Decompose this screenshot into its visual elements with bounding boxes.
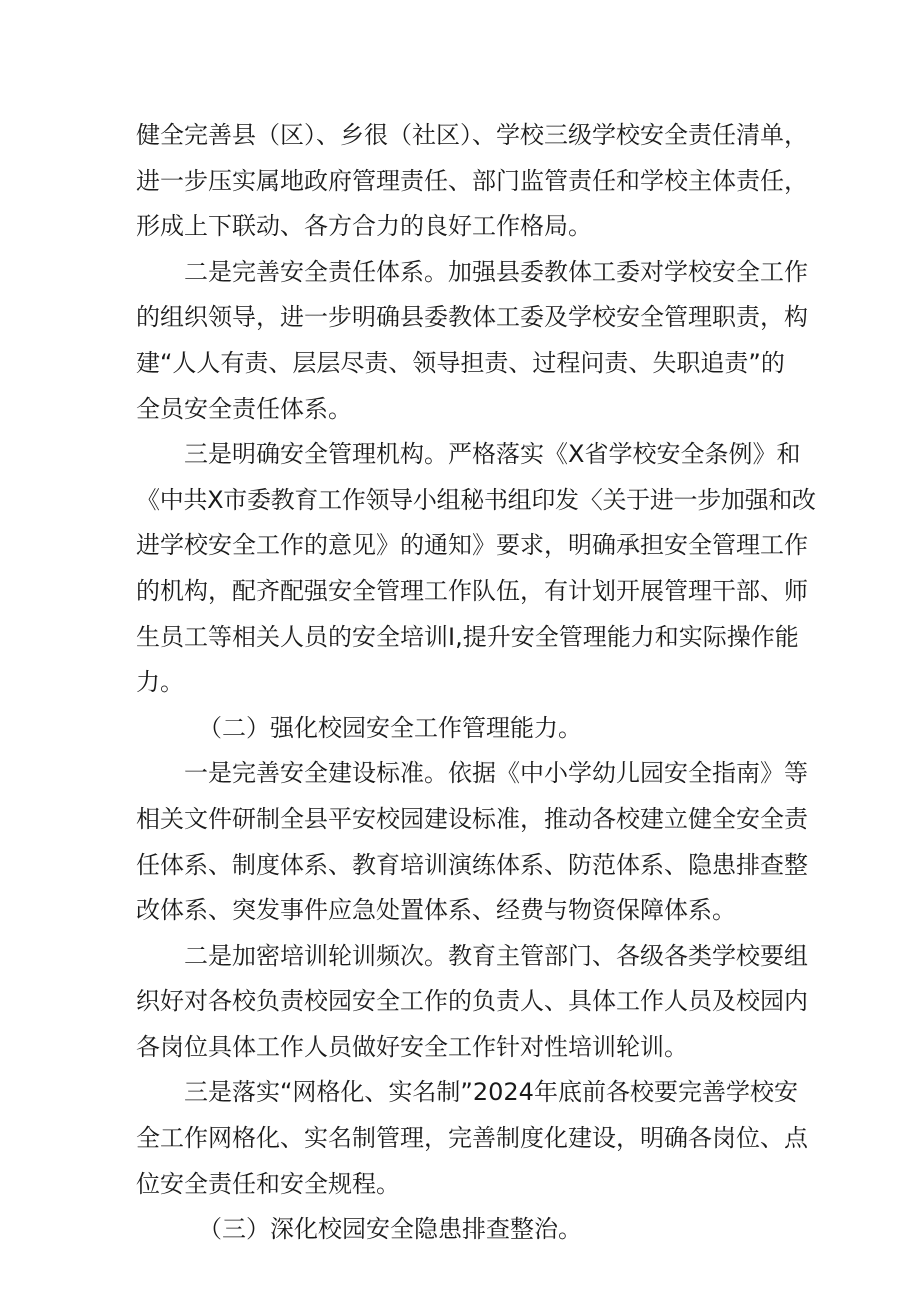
paragraph-start-line: 三是落实“网格化、实名制”2024年底前各校要完善学校安: [184, 1078, 798, 1107]
text-line: 改体系、突发事件应急处置体系、经费与物资保障体系。: [136, 896, 736, 925]
text-line: 生员工等相关人员的安全培训I,提升安全管理能力和实际操作能: [136, 622, 799, 651]
paragraph-start-line: 三是明确安全管理机构。严格落实《X省学校安全条例》和: [184, 440, 801, 469]
text-line: 织好对各校负责校园安全工作的负责人、具体工作人员及校园内: [136, 987, 808, 1016]
text-line: 进一步压实属地政府管理责任、部门监管责任和学校主体责任，: [136, 166, 808, 195]
text-line: 全员安全责任体系。: [136, 394, 352, 423]
section-heading: （三）深化校园安全隐患排查整治。: [198, 1215, 582, 1244]
text-line: 建“人人有责、层层尽责、领导担责、过程问责、失职追责”的: [136, 348, 785, 377]
text-line: 力。: [136, 668, 184, 697]
text-line: 任体系、制度体系、教育培训演练体系、防范体系、隐患排查整: [136, 850, 808, 879]
text-line: 全工作网格化、实名制管理，完善制度化建设，明确各岗位、点: [136, 1124, 808, 1153]
section-heading: （二）强化校园安全工作管理能力。: [198, 713, 582, 742]
text-line: 位安全责任和安全规程。: [136, 1169, 400, 1198]
document-body: [136, 113, 816, 1253]
text-line: 形成上下联动、各方合力的良好工作格局。: [136, 212, 592, 241]
text-line: 《中共X市委教育工作领导小组秘书组印发〈关于进一步加强和改: [136, 485, 816, 514]
text-line: 健全完善县（区）、乡很（社区）、学校三级学校安全责任清单，: [136, 121, 808, 149]
paragraph-start-line: 二是加密培训轮训频次。教育主管部门、各级各类学校要组: [184, 941, 808, 970]
text-line: 各岗位具体工作人员做好安全工作针对性培训轮训。: [136, 1032, 688, 1061]
text-line: 相关文件研制全县平安校园建设标准，推动各校建立健全安全责: [136, 804, 808, 833]
text-line: 的机构，配齐配强安全管理工作队伍，有计划开展管理干部、师: [136, 576, 808, 605]
paragraph-start-line: 二是完善安全责任体系。加强县委教体工委对学校安全工作: [184, 257, 808, 286]
text-line: 的组织领导，进一步明确县委教体工委及学校安全管理职责，构: [136, 303, 808, 332]
text-line: 进学校安全工作的意见》的通知》要求，明确承担安全管理工作: [136, 531, 808, 560]
paragraph-start-line: 一是完善安全建设标准。依据《中小学幼儿园安全指南》等: [184, 759, 808, 788]
